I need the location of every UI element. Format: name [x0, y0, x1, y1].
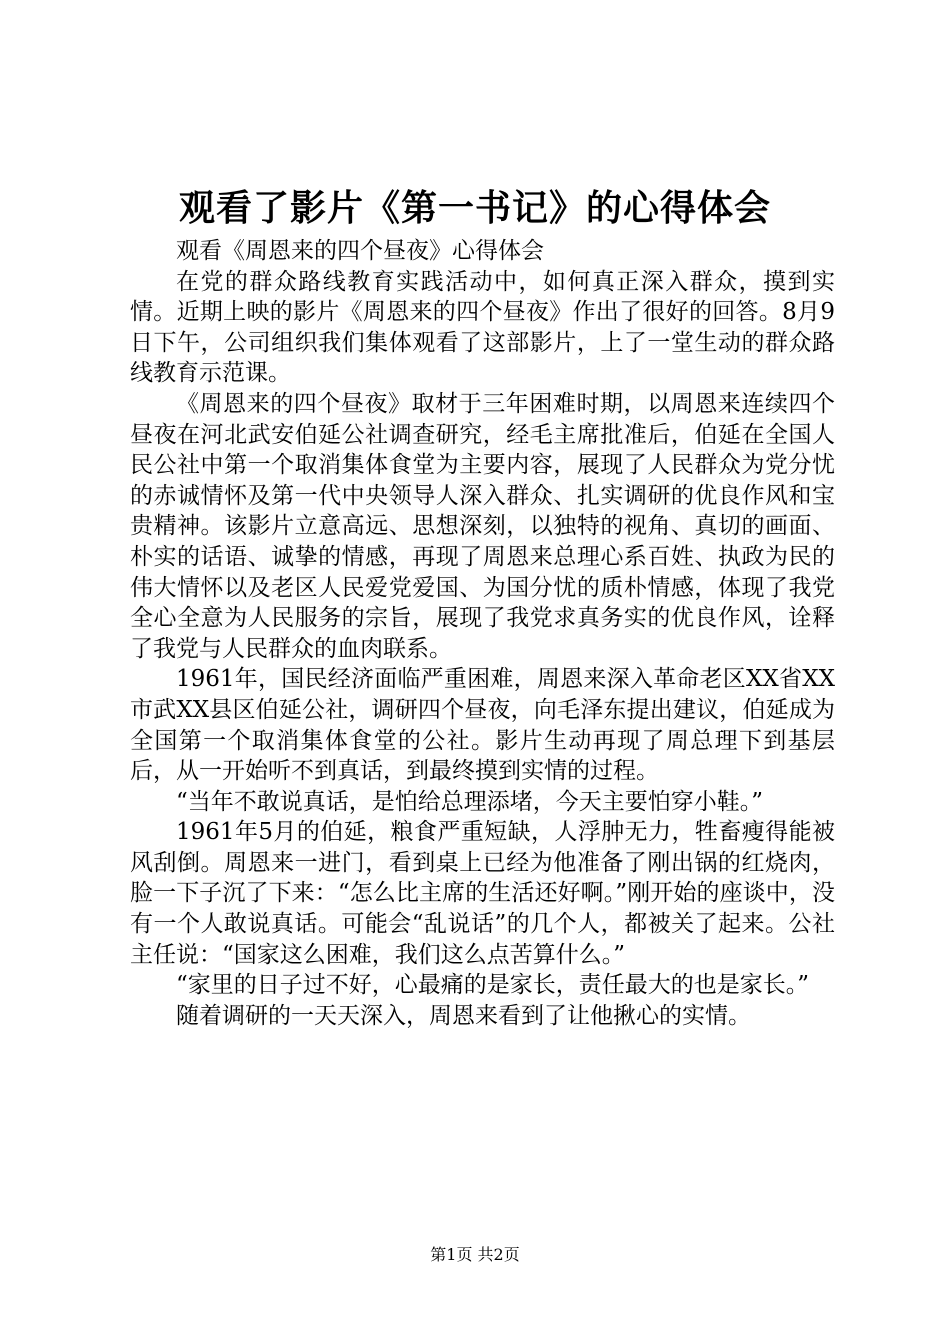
document-title: 观看了影片《第一书记》的心得体会	[178, 187, 771, 229]
paragraph: 随着调研的一天天深入，周恩来看到了让他揪心的实情。	[176, 1002, 751, 1029]
paragraph: 《周恩来的四个昼夜》取材于三年困难时期，以周恩来连续四个昼夜在河北武安伯延公社调查研究，经毛主席批准后，伯延在全国人民公社中第一个取消集体食堂为主要内容，展现了人民群众为党分忧的赤诚情怀及第一代中央领导人深入群众、扎实调研的优良作风和宝贵精神。该影片立意高远、思想深刻，以独特的视角、真切的画面、朴实的话语、诚挚的情感，再现了周恩来总理心系百姓、执政为民的伟大情怀以及老区人民爱党爱国、为国分忧的质朴情感，体现了我党全心全意为人民服务的宗旨，展现了我党求真务实的优良作风，诠释了我党与人民群众的血肉联系。	[130, 390, 835, 662]
paragraph: 1961年5月的伯延，粮食严重短缺，人浮肿无力，牲畜瘦得能被风刮倒。周恩来一进门，看到桌上已经为他准备了刚出锅的红烧肉，脸一下子沉了下来：“怎么比主席的生活还好啊。”刚开始的座谈中，没有一个人敢说真话。可能会“乱说话”的几个人，都被关了起来。公社主任说：“国家这么困难，我们这么点苦算什么。”	[130, 819, 835, 968]
page-number: 第1页 共2页	[430, 1245, 520, 1264]
paragraph: 1961年，国民经济面临严重困难，周恩来深入革命老区XX省XX市武XX县区伯延公社，调研四个昼夜，向毛泽东提出建议，伯延成为全国第一个取消集体食堂的公社。影片生动再现了周总理下到基层后，从一开始听不到真话，到最终摸到实情的过程。	[130, 666, 835, 785]
document-body	[130, 236, 835, 1031]
document-subtitle: 观看《周恩来的四个昼夜》心得体会	[176, 238, 544, 264]
paragraph: 在党的群众路线教育实践活动中，如何真正深入群众，摸到实情。近期上映的影片《周恩来的四个昼夜》作出了很好的回答。8月9日下午，公司组织我们集体观看了这部影片，上了一堂生动的群众路线教育示范课。	[130, 268, 835, 387]
paragraph: “家里的日子过不好，心最痛的是家长，责任最大的也是家长。”	[176, 972, 810, 999]
paragraph: “当年不敢说真话，是怕给总理添堵，今天主要怕穿小鞋。”	[176, 788, 764, 815]
